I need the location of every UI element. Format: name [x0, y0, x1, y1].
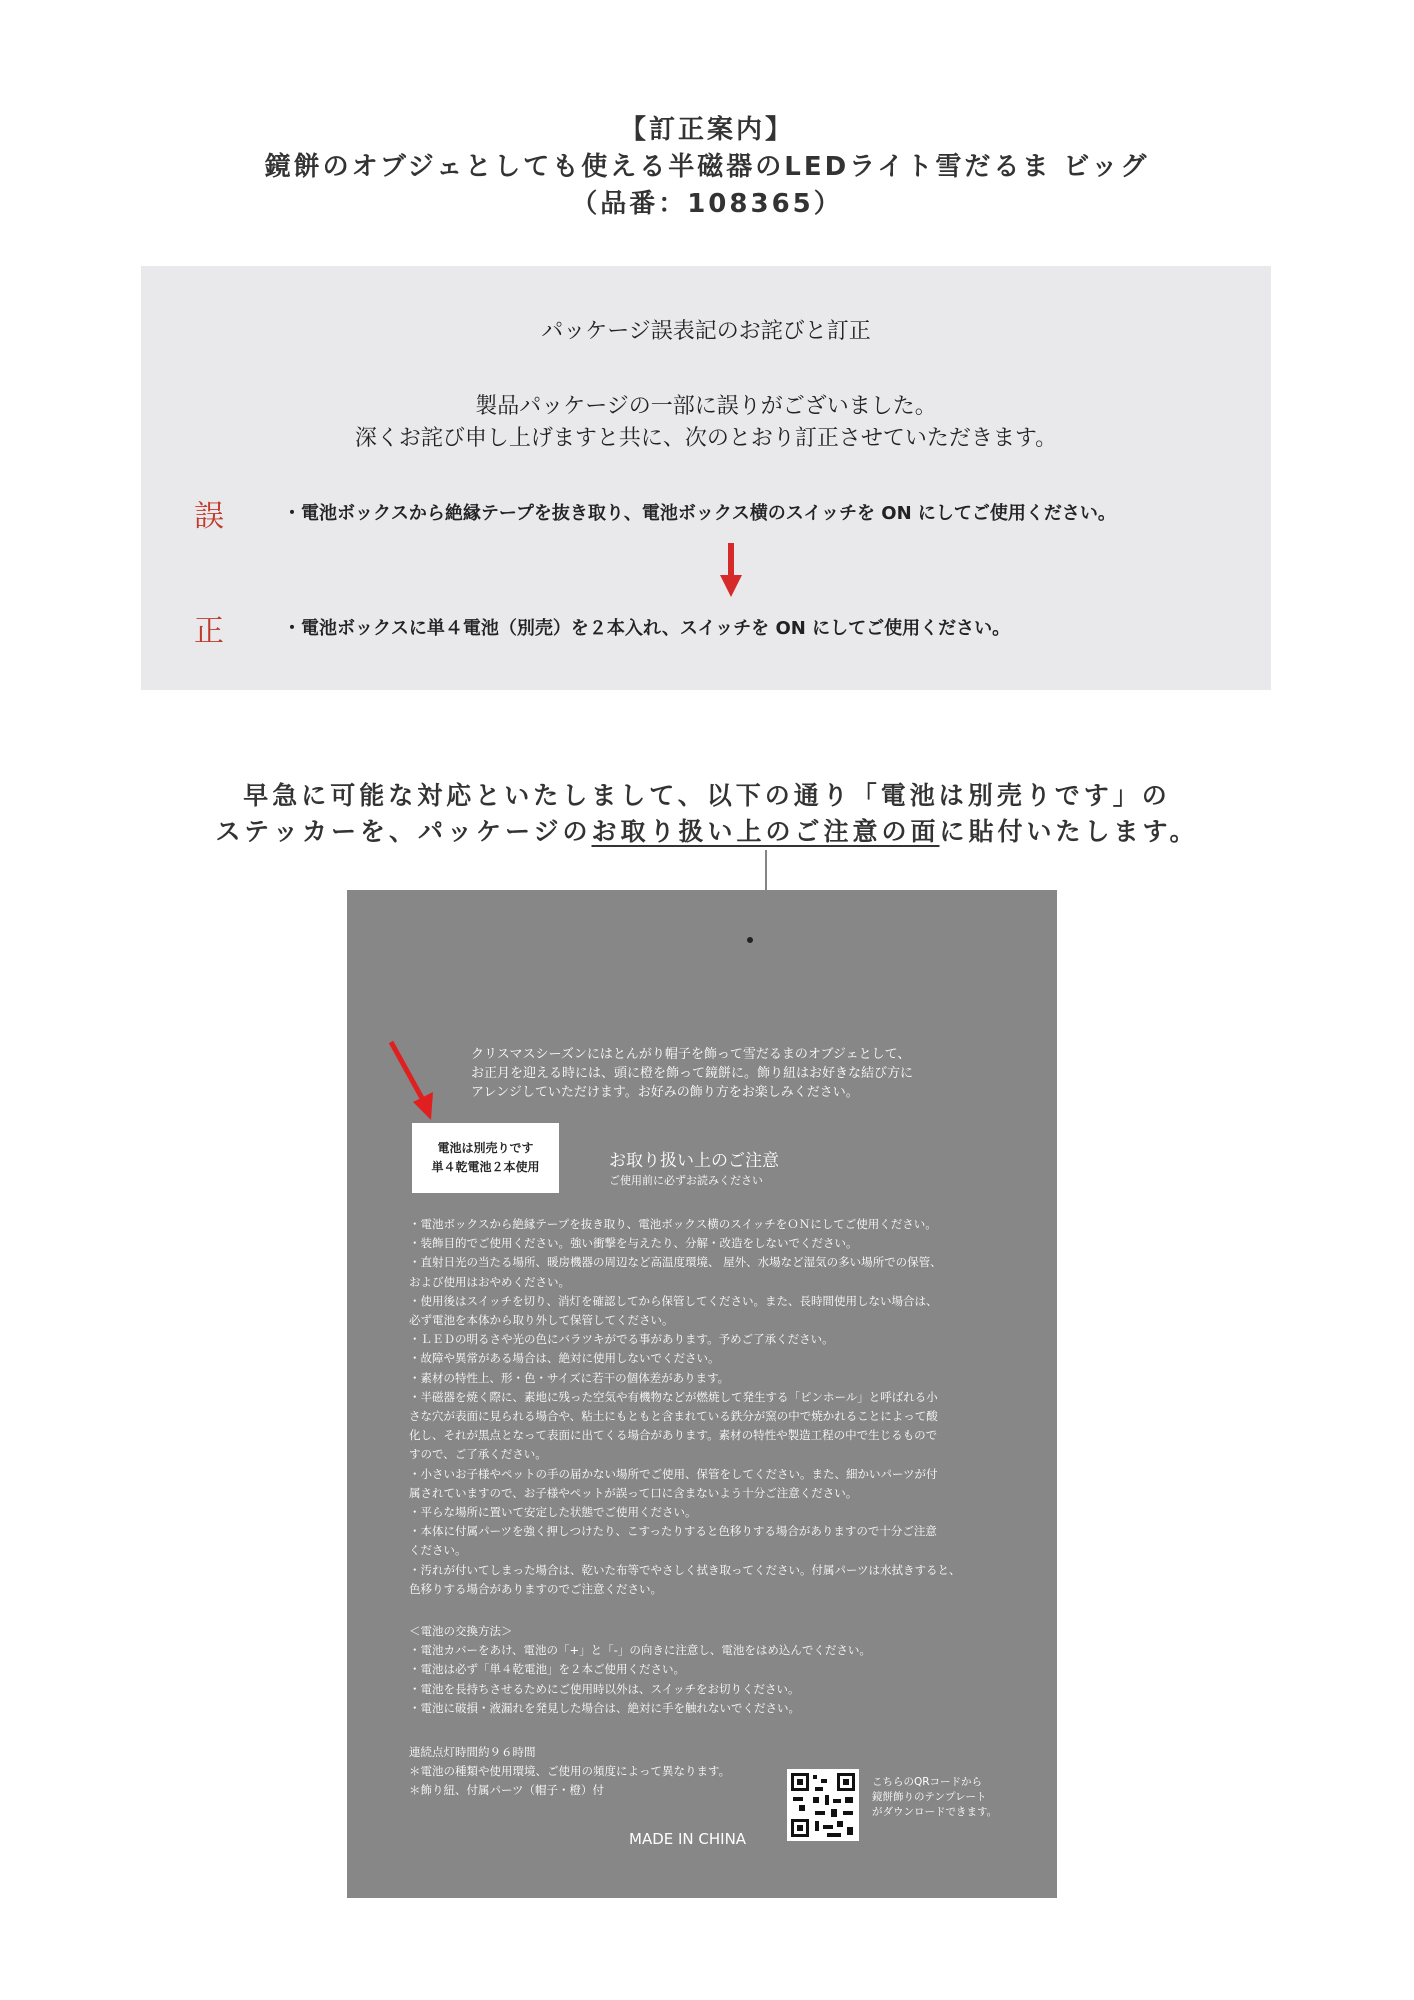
correct-mark: 正: [194, 614, 224, 649]
arrow-down-icon: [720, 543, 742, 597]
leader-dot: [747, 937, 753, 943]
correct-text: ・電池ボックスに単４電池（別売）を２本入れ、スイッチを ON にしてご使用ください。: [283, 618, 1011, 639]
qr-code-icon: [787, 1769, 859, 1841]
action-statement: [0, 778, 1414, 850]
action-underlined-text: お取り扱い上のご注意の面: [591, 817, 940, 846]
qr-description: こちらのQRコードから 鏡餅飾りのテンプレート がダウンロードできます。: [872, 1776, 998, 1818]
care-list: ・電池ボックスから絶縁テープを抜き取り、電池ボックス横のスイッチをＯＮにしてご使用ください。 ・装飾目的でご使用ください。強い衝撃を与えたり、分解・改造をしないでください。 ・直射日光の当たる場所、暖房機器の周辺など高温度環境、 屋外、水場など湿気の多い場所での保管、 および使用はおやめください。 ・使用後はスイッチを切り、消灯を確認してから保管してください。また、長時間使用しない場合は、 必ず電池を本体から取り外して保管してください。 ・ＬＥＤの明るさや光の色にバラツキがでる事があります。予めご了承ください。 ・故障や異常がある場合は、絶対に使用しないでください。 ・素材の特性上、形・色・サイズに若干の個体差があります。 ・半磁器を焼く際に、素地に残った空気や有機物などが燃焼して発生する「ピンホール」と呼ばれる小 さな穴が表面に見られる場合や、粘土にもともと含まれている鉄分が窯の中で焼かれることによって酸 化し、それが黒点となって表面に出てくる場合があります。素材の特性や製造工程の中で生じるもので すので、ご了承ください。 ・小さいお子様やペットの手の届かない場所でご使用、保管をしてください。また、細かいパーツが付 属されていますので、お子様やペットが誤って口に含まないよう十分ご注意ください。 ・平らな場所に置いて安定した状態でご使用ください。 ・本体に付属パーツを強く押しつけたり、こすったりすると色移りする場合がありますので十分ご注意 ください。 ・汚れが付いてしまった場合は、乾いた布等でやさしく拭き取ってください。付属パーツは水拭きすると、 色移りする場合がありますのでご注意ください。: [409, 1217, 961, 1596]
notice-message-line-1: 製品パッケージの一部に誤りがございました。: [475, 394, 937, 419]
title-line-3: （品番：108365）: [571, 189, 843, 219]
notice-message: [141, 391, 1271, 455]
battery-section: ＜電池の交換方法＞ ・電池カバーをあけ、電池の「+」と「-」の向きに注意し、電池をはめ込んでください。 ・電池は必ず「単４乾電池」を２本ご使用ください。 ・電池を長持ちさせるためにご使用時以外は、スイッチをお切りください。 ・電池に破損・液漏れを発見した場合は、絶対に手を触れないでください。: [409, 1624, 871, 1715]
wrong-mark: 誤: [194, 499, 224, 534]
notice-heading: パッケージ誤表記のお詫びと訂正: [541, 319, 871, 344]
title-line-1: 【訂正案内】: [619, 115, 794, 145]
title-block: [0, 112, 1414, 223]
title-line-2: 鏡餅のオブジェとしても使える半磁器のLEDライト雪だるま ビッグ: [264, 152, 1150, 182]
battery-sticker: [412, 1123, 559, 1193]
made-in-label: MADE IN CHINA: [629, 1830, 747, 1848]
package-image: [347, 890, 1057, 1898]
care-subtitle: ご使用前に必ずお読みください: [609, 1174, 763, 1187]
action-line-2-post: に貼付いたします。: [939, 817, 1199, 846]
runtime-notes: 連続点灯時間約９６時間 ＊電池の種類や使用環境、ご使用の頻度によって異なります。 ＊飾り紐、付属パーツ（帽子・橙）付: [409, 1745, 731, 1798]
notice-message-line-2: 深くお詫び申し上げますと共に、次のとおり訂正させていただきます。: [354, 426, 1058, 451]
action-line-2-pre: ステッカーを、パッケージの: [215, 817, 592, 846]
package-intro: クリスマスシーズンにはとんがり帽子を飾って雪だるまのオブジェとして、 お正月を迎える時には、頭に橙を飾って鏡餅に。飾り紐はお好きな結び方に アレンジしていただけます。お好みの飾り方をお楽しみください。: [471, 1047, 914, 1100]
action-line-2: [0, 814, 1414, 850]
care-title: お取り扱い上のご注意: [609, 1151, 779, 1171]
red-arrow-icon: [387, 1040, 447, 1120]
sticker-line-2: 単４乾電池２本使用: [431, 1160, 540, 1174]
correction-notice-box: [141, 266, 1271, 690]
action-line-1: 早急に可能な対応といたしまして、以下の通り「電池は別売りです」の: [243, 781, 1171, 810]
wrong-text: ・電池ボックスから絶縁テープを抜き取り、電池ボックス横のスイッチを ON にしてご使用ください。: [283, 503, 1116, 524]
sticker-line-1: 電池は別売りです: [437, 1141, 534, 1155]
